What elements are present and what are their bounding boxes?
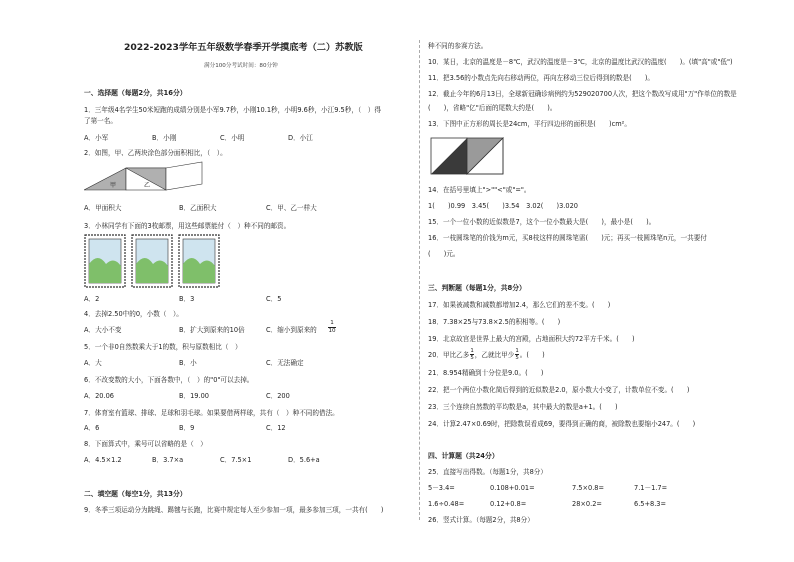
q8-option-d: D．5.6+a [288, 456, 320, 464]
q23-text: 23．三个连续自然数的平均数是a，其中最大的数是a+1。( ) [428, 403, 618, 411]
q25-row1-item4: 7.1－1.7= [634, 484, 668, 492]
q1-option-d: D．小江 [288, 134, 313, 142]
q2-label-yi: 乙 [144, 182, 151, 189]
q1-text-cont: 了第一名。 [84, 117, 117, 125]
q4-option-a: A．大小不变 [84, 326, 122, 334]
q4-option-c: C．缩小到原来的 [266, 326, 317, 334]
q3-text: 3．小林同学有下面的3枚邮票，用这些邮票能付（ ）种不同的邮资。 [84, 222, 291, 230]
q25-row2-item2: 0.12+0.8= [490, 500, 527, 508]
q4-fraction [328, 320, 336, 335]
q25-row2-item1: 1.6÷0.48= [428, 500, 465, 508]
q2-figure [84, 160, 204, 194]
q8-option-b: B．3.7×a [152, 456, 184, 464]
q9-text-cont: 种不同的参赛方法。 [428, 42, 488, 50]
q7-text: 7．体育室有篮球、排球、足球和羽毛球。如果要借两样球，共有（ ）种不同的借法。 [84, 409, 339, 417]
q25-row1-item1: 5－3.4= [428, 484, 455, 492]
q1-option-c: C．小明 [220, 134, 245, 142]
section-fill-heading: 二、填空题（每空1分，共13分） [84, 490, 187, 498]
q20-fraction-2 [515, 348, 518, 361]
q19-text: 19．北京故宫是世界上最大的宫殿，占地面积大约72平方千米。( ) [428, 335, 635, 343]
q16-text-cont: ( )元。 [428, 250, 460, 258]
q7-option-b: B．9 [179, 424, 195, 432]
q1-option-b: B．小刚 [152, 134, 177, 142]
q22-text: 22．把一个两位小数化简后得到的近似数是2.0，原小数大小变了，计数单位不变。( ) [428, 386, 690, 394]
q3-option-a: A．2 [84, 295, 100, 303]
q15-text: 15．一个一位小数的近似数是7，这个一位小数最大是( )，最小是( )。 [428, 218, 656, 226]
q13-text: 13．下图中正方形的周长是24cm，平行四边形的面积是( )cm²。 [428, 120, 631, 128]
q25-row1-item3: 7.5×0.8= [572, 484, 605, 492]
q2-label-jia: 甲 [110, 182, 117, 189]
q14-compare: 1( )0.99 3.45( )3.54 3.02( )3.020 [428, 202, 578, 210]
q9-text: 9．冬季三项运动分为跳绳、踢毽与长跑，比赛中规定每人至少参加一项，最多参加三项，一共有( ) [84, 506, 384, 514]
q1-option-a: A．小军 [84, 134, 109, 142]
section-choice-heading: 一、选择题（每题2分，共16分） [84, 89, 187, 97]
q4-fraction-num: 1 [328, 320, 336, 328]
q20-fraction-1-num: 1 [470, 348, 474, 354]
q7-option-c: C．12 [266, 424, 286, 432]
q12-text-cont: ( )，省略"亿"后面的尾数大约是( )。 [428, 104, 557, 112]
q11-text: 11．把3.56的小数点先向右移动两位，再向左移动三位后得到的数是( )。 [428, 74, 655, 82]
column-divider [419, 40, 420, 520]
q6-text: 6．不改变数的大小，下面各数中，（ ）的"0"可以去掉。 [84, 376, 254, 384]
q20-text-a: 20．甲比乙多 [428, 350, 470, 359]
q4-option-b: B．扩大到原来的10倍 [179, 326, 245, 334]
q20-row [428, 348, 545, 361]
q4-fraction-den: 10 [328, 328, 336, 334]
stamp-1 [85, 235, 125, 287]
q25-row2-item4: 6.5+8.3= [634, 500, 667, 508]
q6-option-a: A．20.06 [84, 392, 114, 400]
q16-text: 16．一枝圆珠笔的价钱为m元，买8枝这样的圆珠笔需( )元；再买一枝圆珠笔n元，一共要付 [428, 234, 707, 242]
q20-text-c: 。( ) [519, 350, 545, 359]
section-calc-heading: 四、计算题（共24分） [428, 452, 499, 460]
q24-text: 24．计算2.47×0.69时，把除数误看成69，要得到正确的商，被除数也要缩小247。( ) [428, 420, 696, 428]
q20-fraction-2-den: 5 [515, 355, 519, 361]
q6-option-c: C．200 [266, 392, 290, 400]
q20-fraction-1 [470, 348, 473, 361]
q14-text: 14．在括号里填上">""<"或"="。 [428, 186, 531, 194]
q10-text: 10．某日，北京的温度是－8℃，武汉的温度是－3℃，北京的温度比武汉的温度( )。(填"高"或"低") [428, 58, 733, 66]
q2-option-a: A．甲面积大 [84, 204, 122, 212]
q2-option-c: C．甲、乙一样大 [266, 204, 317, 212]
q17-text: 17．如果被减数和减数都增加2.4，那么它们的差不变。( ) [428, 301, 611, 309]
q3-stamps-figure [84, 234, 224, 290]
q2-text: 2．如图，甲、乙两块涂色部分面积相比，（ ）。 [84, 149, 227, 157]
q2-option-b: B．乙面积大 [179, 204, 217, 212]
q4-text: 4．去掉2.50中的0，小数（ ）。 [84, 310, 183, 318]
page-title: 2022-2023学年五年级数学春季开学摸底考（二）苏教版 [124, 42, 363, 53]
q18-text: 18．7.38×25与73.8×2.5的积相等。( ) [428, 318, 561, 326]
q5-text: 5．一个非0自然数乘大于1的数，积与原数相比（ ） [84, 343, 242, 351]
q8-option-a: A．4.5×1.2 [84, 456, 122, 464]
q12-text: 12．截止今年的6月13日，全球新冠确诊病例约为529020700人次，把这个数改写成用"万"作单位的数是 [428, 90, 737, 98]
q5-option-c: C．无法确定 [266, 359, 304, 367]
q5-option-a: A．大 [84, 359, 102, 367]
q20-fraction-1-den: 5 [470, 355, 474, 361]
q25-text: 25．直接写出得数。（每题1分，共8分） [428, 468, 547, 476]
stamp-3 [179, 235, 219, 287]
q20-text-b: ，乙就比甲少 [474, 350, 515, 359]
q26-text: 26．竖式计算。（每题2分，共8分） [428, 516, 534, 524]
q6-option-b: B．19.00 [179, 392, 209, 400]
q21-text: 21．8.954精确到十分位是9.0。( ) [428, 369, 544, 377]
q25-row2-item3: 28×0.2= [572, 500, 602, 508]
q20-fraction-2-num: 1 [515, 348, 519, 354]
q8-option-c: C．7.5×1 [220, 456, 252, 464]
q25-row1-item2: 0.108+0.01= [490, 484, 535, 492]
section-judge-heading: 三、判断题（每题1分，共8分） [428, 284, 526, 292]
q5-option-b: B．小 [179, 359, 197, 367]
page-subtitle: 满分100分考试时间：80分钟 [204, 63, 278, 69]
q3-option-c: C．5 [266, 295, 282, 303]
q13-figure [430, 136, 530, 176]
q8-text: 8．下面算式中，乘号可以省略的是（ ） [84, 440, 207, 448]
stamp-2 [132, 235, 172, 287]
q3-option-b: B．3 [179, 295, 195, 303]
q1-text: 1．三年级4名学生50米短跑的成绩分别是小军9.7秒，小刚10.1秒，小明9.6秒，小江9.5秒，（ ）得 [84, 106, 381, 114]
q7-option-a: A．6 [84, 424, 100, 432]
